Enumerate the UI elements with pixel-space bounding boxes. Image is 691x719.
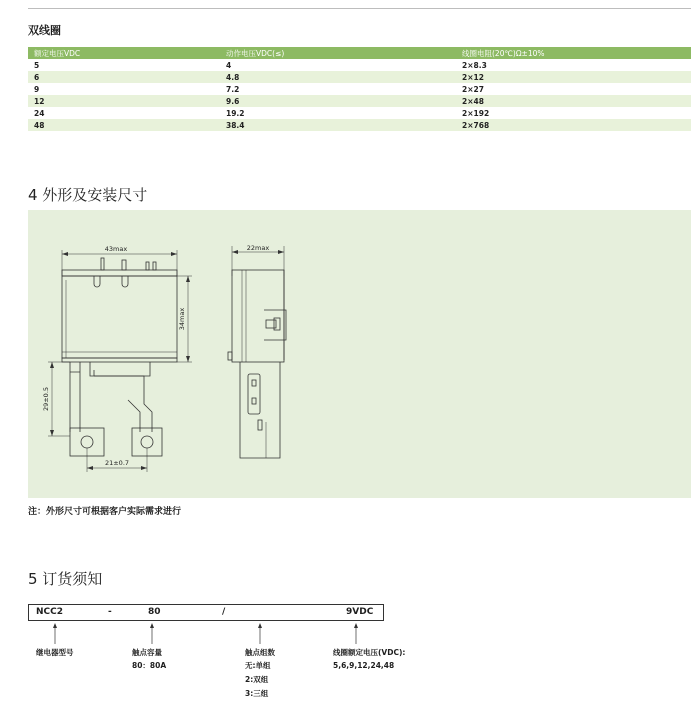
table-row [28, 119, 691, 131]
dim-terminal-spacing-label: 21±0.7 [104, 459, 130, 467]
col-header-coil-resistance: 线圈电阻(20℃)Ω±10% [456, 47, 691, 59]
cell-rated-voltage: 24 [34, 108, 45, 118]
caption-groups-3: 3:三组 [245, 689, 269, 698]
table-row [28, 83, 691, 95]
coil-spec-table [28, 47, 691, 131]
cell-coil-resistance: 2×192 [462, 108, 490, 118]
cell-pickup-voltage: 4.8 [220, 71, 456, 83]
table-row [28, 59, 691, 71]
code-model: NCC2 [36, 607, 64, 617]
dim-terminal-height-label: 29±0.5 [42, 386, 50, 412]
cell-rated-voltage: 9 [34, 84, 40, 94]
caption-capacity-value: 80：80A [132, 661, 167, 670]
cell-pickup-voltage: 9.6 [220, 95, 456, 107]
cell-rated-voltage: 48 [28, 119, 220, 131]
col-header-rated-voltage: 额定电压VDC [28, 47, 220, 59]
cell-rated-voltage: 12 [28, 95, 220, 107]
dim-depth-label: 22max [246, 244, 270, 252]
table-row [28, 107, 691, 119]
cell-pickup-voltage: 38.4 [220, 119, 456, 131]
relay-outline-drawing [28, 210, 691, 498]
table-row [28, 71, 691, 83]
cell-coil-resistance: 2×27 [462, 84, 484, 94]
caption-groups-2: 2:双组 [245, 675, 269, 684]
cell-pickup-voltage: 19.2 [226, 108, 245, 118]
dual-coil-title: 双线圈 [28, 24, 61, 37]
top-rule [28, 8, 691, 9]
caption-model: 继电器型号 [36, 648, 74, 657]
dim-width-label: 43max [104, 245, 128, 253]
cell-coil-resistance: 2×48 [456, 95, 691, 107]
cell-rated-voltage: 5 [34, 60, 40, 70]
dimension-drawing-panel [28, 210, 691, 498]
ordering-heading: 5 订货须知 [28, 570, 103, 588]
order-code-box [28, 604, 384, 621]
caption-groups-1: 无:单组 [245, 661, 271, 670]
caption-capacity-title: 触点容量 [132, 648, 162, 657]
table-header-row [28, 47, 691, 59]
caption-voltage-title: 线圈额定电压(VDC): [333, 648, 406, 657]
code-dash: - [108, 607, 112, 617]
caption-voltage-value: 5,6,9,12,24,48 [333, 661, 395, 670]
code-voltage: 9VDC [346, 607, 374, 617]
table-row [28, 95, 691, 107]
cell-coil-resistance: 2×8.3 [462, 60, 487, 70]
caption-groups-title: 触点组数 [245, 648, 275, 657]
cell-pickup-voltage: 7.2 [226, 84, 240, 94]
dim-height-label: 34max [178, 307, 186, 331]
cell-coil-resistance: 2×12 [456, 71, 691, 83]
code-slash: / [222, 607, 226, 617]
dimensions-heading: 4 外形及安装尺寸 [28, 186, 148, 204]
order-pointer-arrows [0, 620, 691, 650]
dimension-note: 注：外形尺寸可根据客户实际需求进行 [28, 507, 182, 517]
cell-pickup-voltage: 4 [226, 60, 232, 70]
cell-coil-resistance: 2×768 [456, 119, 691, 131]
cell-rated-voltage: 6 [28, 71, 220, 83]
code-capacity: 80 [148, 607, 161, 617]
col-header-pickup-voltage: 动作电压VDC(≤) [220, 47, 456, 59]
